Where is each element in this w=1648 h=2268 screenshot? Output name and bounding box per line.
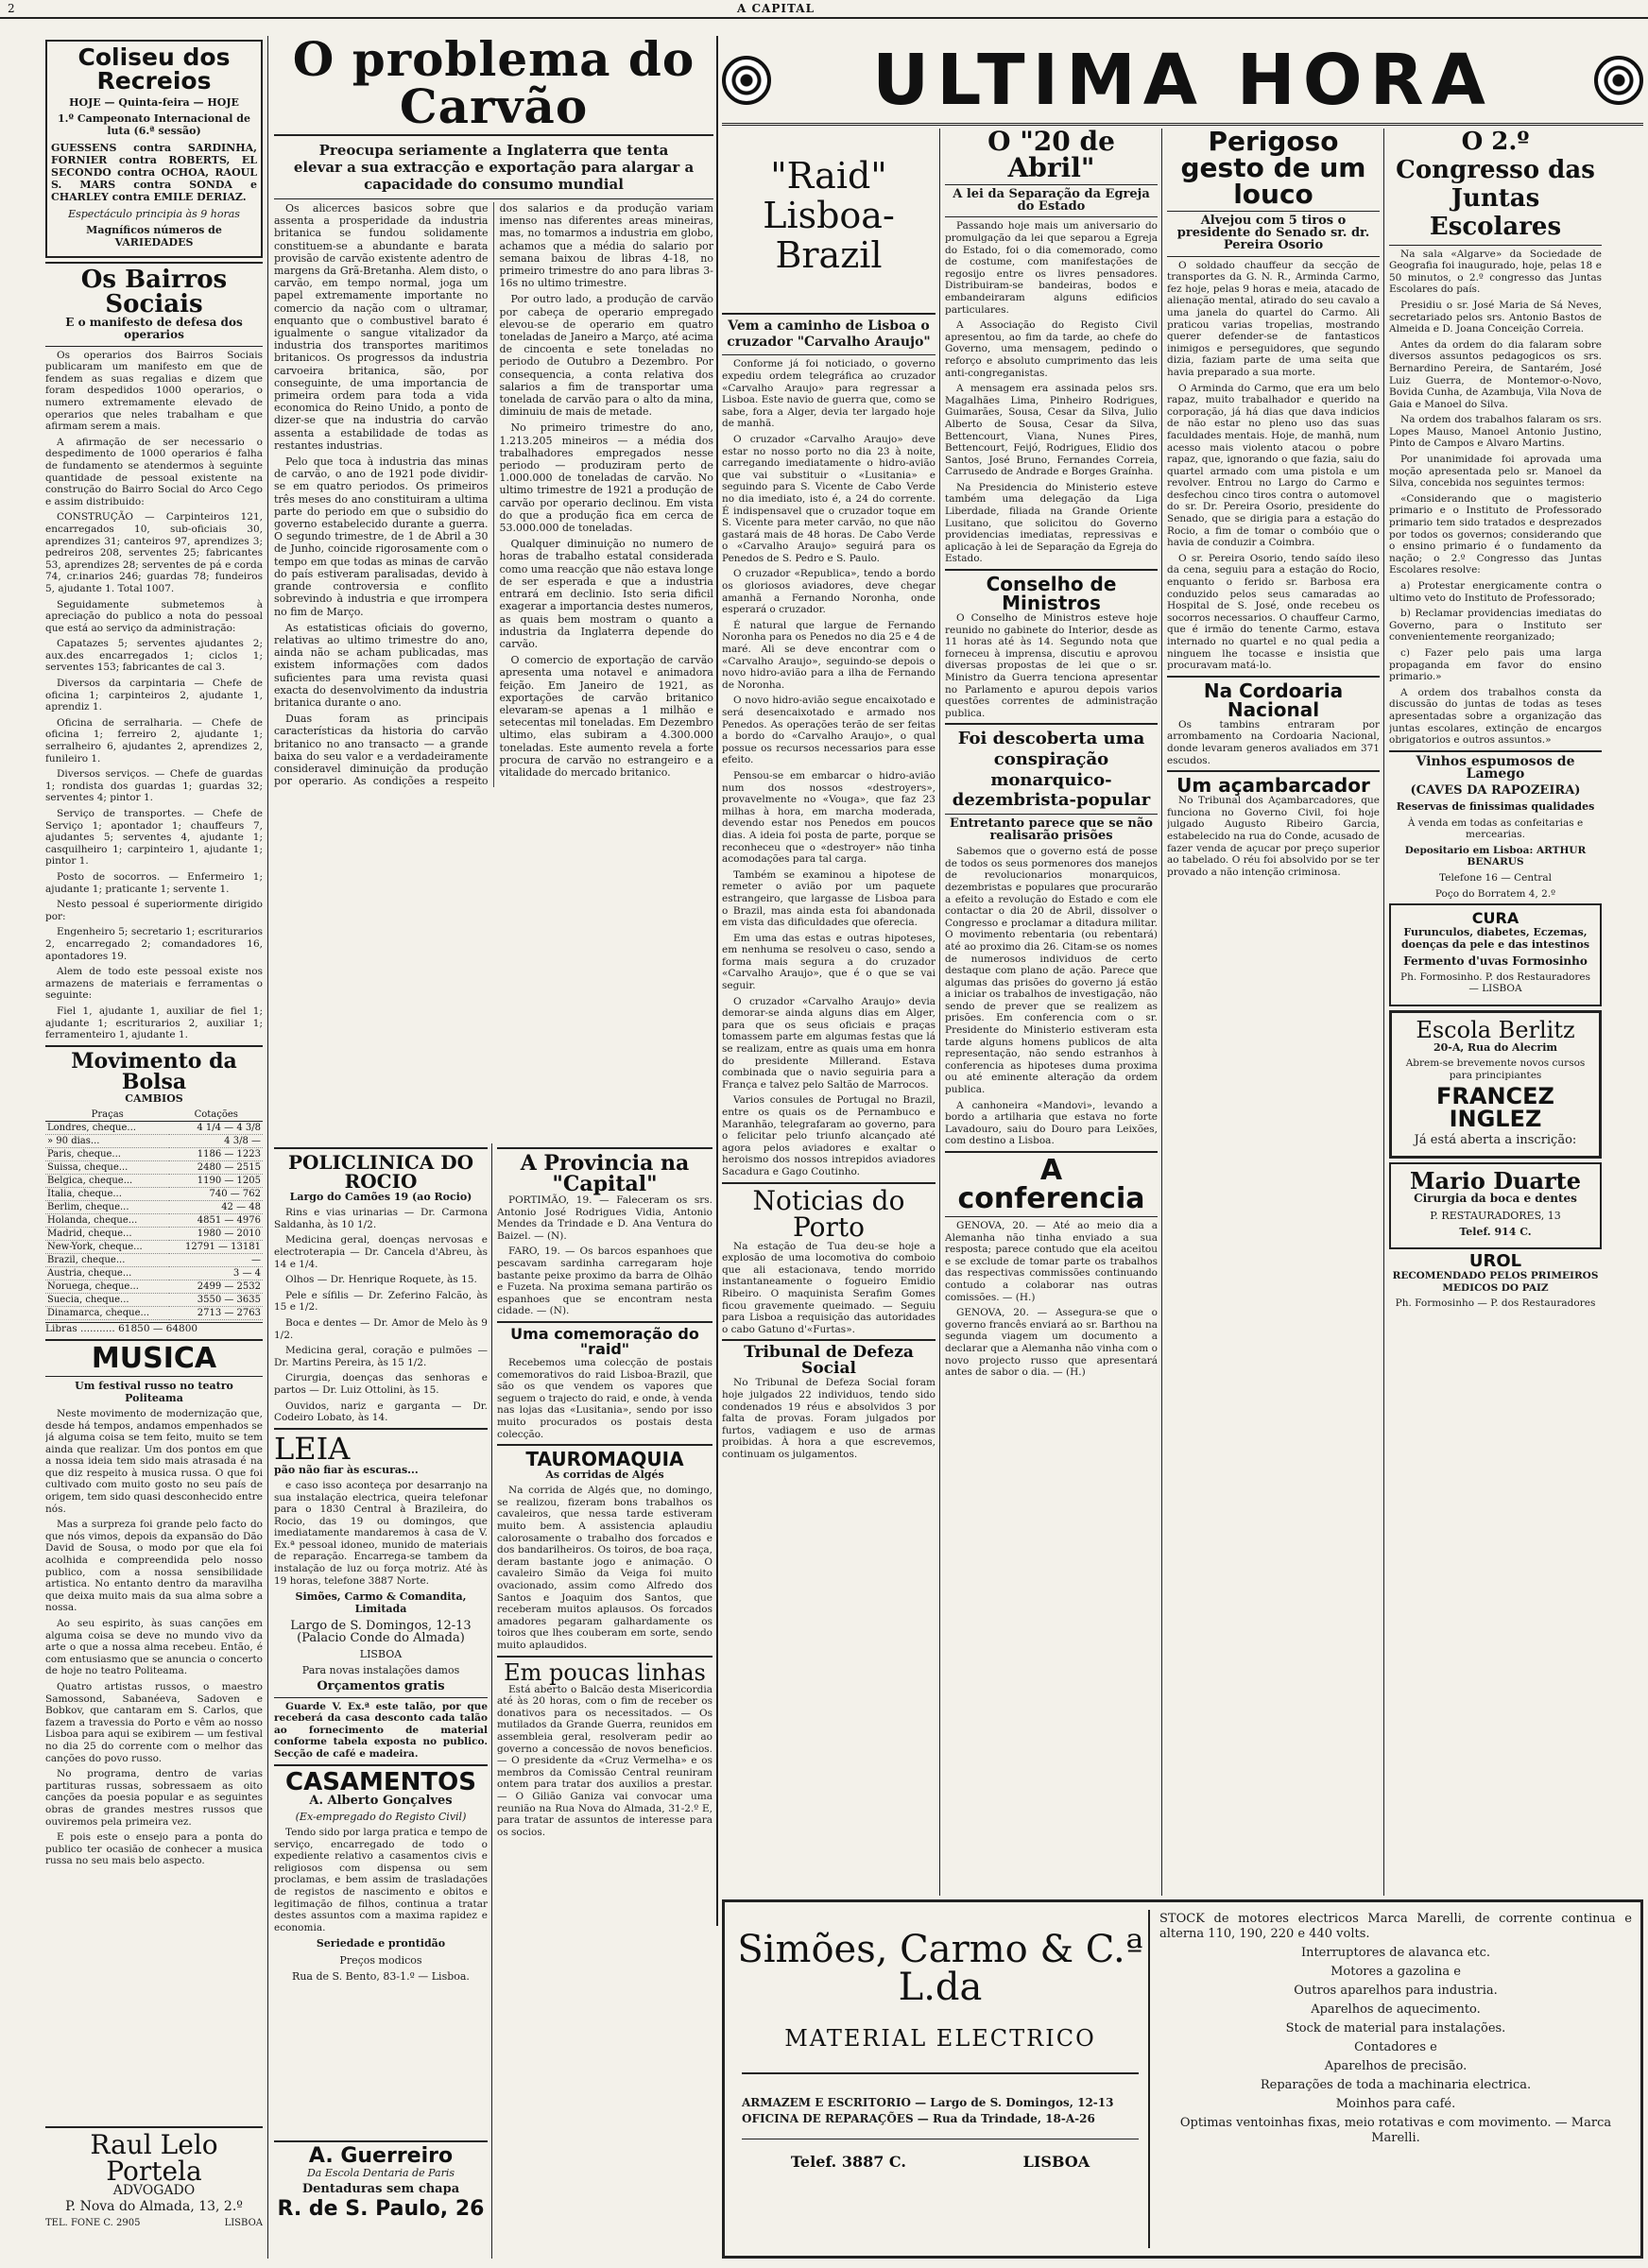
perigoso-title: Perigoso gesto de um louco bbox=[1180, 129, 1366, 210]
raid-p6: Pensou-se em embarcar o hidro-avião num dos nossos «destroyers», provavelmente no «Vouga», que faz 23 milhas à hora, em marcha moderada, devendo estar nos Penedos em poucos dias. A ideia foi posta de parte, porque se reconheceu que o «destroyer» não tinha acomodações para tal carga. bbox=[722, 769, 936, 866]
rates-place: Paris, cheque... bbox=[45, 1147, 169, 1160]
carvao-title: O problema do Carvão bbox=[292, 36, 695, 134]
carvao-p7: Qualquer diminuição no numero de horas de trabalho estatal considerada como uma reacção que não estava longe de ser esperada e que a industria entrará em declinio. Isto seria dificil exagerar a importancia destes numeros, as quais bem mostram o quanto a industria da Inglaterra depende do carvão. bbox=[499, 538, 713, 650]
casamentos-title: CASAMENTOS bbox=[284, 1767, 476, 1796]
rates-place: Noruega, cheque... bbox=[45, 1280, 169, 1293]
raid-article bbox=[722, 129, 936, 1896]
raid-p4: É natural que largue de Fernando Noronha para os Penedos no dia 25 e 4 de maré. Ali se deve encontrar com o «Carvalho Araujo», seguindo-se depois o novo hidro-avião para a ilha de Fernando de Noronha. bbox=[722, 619, 936, 691]
musica-sub: Um festival russo no teatro Politeama bbox=[75, 1379, 233, 1404]
conferencia-p1: GENOVA, 20. — Até ao meio dia a Alemanha não tinha enviado a sua resposta; parece contudo que ela aceitou e se exclude de tomar parte os trabalhos das respectivas commissões continuando contudo a colaborar nas outras comissões. — (H.) bbox=[945, 1220, 1158, 1303]
simoes-a2: OFICINA DE REPARAÇÕES — Rua da Trindade, 18-A-26 bbox=[742, 2112, 1095, 2126]
cura-title: CURA bbox=[1471, 909, 1519, 928]
musica-p1: Neste movimento de modernização que, desde há tempos, andamos empenhados se já alguma coisa se tem feito, muito se tem ainda que realizar. Um dos pontos em que a nossa ideia tem sido mais atrasada é na que diz respeito à musica russa. O que foi cultivado com muito gosto no seu país de origem, tem sido quasi desconhecido entre nós. bbox=[45, 1407, 263, 1515]
berlitz-title: Escola Berlitz bbox=[1416, 1016, 1575, 1043]
vinhos-sub: (CAVES DA RAPOZEIRA) bbox=[1410, 783, 1581, 799]
vinhos-addr: Poço do Borratem 4, 2.º bbox=[1434, 887, 1556, 900]
rates-col-places: Praças bbox=[45, 1108, 169, 1122]
congresso-p5: Por unanimidade foi aprovada uma moção apresentada pelo sr. Manoel da Silva, concebida nos seguintes termos: bbox=[1389, 454, 1602, 490]
coliseu-variedades: Magníficos números de VARIEDADES bbox=[86, 223, 222, 249]
rates-place: Belgica, cheque... bbox=[45, 1174, 169, 1187]
abril-p1: Passando hoje mais um aniversario do promulgação da lei que separou a Egreja do Estado, foi o dia comemorado, como de costume, com manifestações de regosijo entre os livres pensadores. Distribuiram-se bandeiras, bodos e embandeiraram alguns edificios particulares. bbox=[945, 220, 1158, 316]
raid-p8: Em uma das estas e outras hipoteses, em nenhuma se resolveu o caso, sendo a forma mais segura a do cruzador «Carvalho Araujo», que é o que se vai seguir. bbox=[722, 932, 936, 992]
simoes-city: LISBOA bbox=[1022, 2153, 1090, 2172]
rates-quote: 42 — 48 bbox=[169, 1200, 263, 1213]
bairros-subtitle: E o manifesto de defesa dos operarios bbox=[65, 316, 243, 342]
ultima-title: ULTIMA HORA bbox=[872, 40, 1493, 121]
column-1 bbox=[45, 36, 263, 2259]
bairros-p2: A afirmação de ser necessario o despedimento de 1000 operarios é falha de fundamento se atendermos à seguinte quantidade de pessoal existente na construção do Bairro Social do Arco Cego e assim distribuido: bbox=[45, 436, 263, 507]
rates-place: » 90 dias... bbox=[45, 1134, 169, 1147]
provincia-p1: PORTIMÃO, 19. — Faleceram os srs. Antonio José Rodrigues Vidia, Antonio Mendes da Trindade e D. Ana Ventura do Baizel. — (N). bbox=[497, 1194, 712, 1242]
casamentos-footer: Seriedade e prontidão bbox=[316, 1937, 446, 1950]
tribunal-title: Tribunal de Defeza Social bbox=[744, 1343, 914, 1379]
congresso-p4: Na ordem dos trabalhos falaram os srs. Lopes Mauso, Manoel Antonio Justino, Pinto de Campos e Alvaro Martins. bbox=[1389, 414, 1602, 450]
conferencia-p2: GENOVA, 20. — Assegura-se que o governo francês enviará ao sr. Barthou na segunda viagem um documento a declarar que a Alemanha não vinha com o novo projecto russo que apresentará antes de sabor o dia. — (H.) bbox=[945, 1307, 1158, 1379]
carvao-body bbox=[274, 202, 713, 787]
portela-ad bbox=[45, 2126, 263, 2260]
portela-addr: P. Nova do Almada, 13, 2.º bbox=[65, 2199, 243, 2215]
casamentos-body: Tendo sido por larga pratica e tempo de serviço, encarregado de todo o expediente relativo a casamentos civis e religiosos com dispensa ou sem proclamas, e bem assim de trasladações de registos de nascimento e obitos e legitimação de filhos, continua a tratar destes assuntos com a maxima rapidez e economia. bbox=[274, 1827, 488, 1933]
column-6 bbox=[1167, 129, 1380, 1896]
coliseu-bouts: GUESSENS contra SARDINHA, FORNIER contra ROBERTS, EL SECONDO contra OCHOA, RAOUL S. MARS contra SONDA e CHARLEY contra EMILE DERIAZ. bbox=[51, 141, 257, 204]
duarte-ad bbox=[1389, 1162, 1602, 1249]
carvao-p2: Pelo que toca à industria das minas de carvão, o ano de 1921 pode dividir-se em quatro periodos. Os primeiros três meses do ano constituiram a ultima parte do periodo em que o subsidio do governo estabelecido durante a guerra. O segundo trimestre, de 1 de Abril a 30 de Junho, coincide rigorosamente com o tempo em que todas as minas de carvão do país estiveram paralisadas, devido à grande controversia e conflito sobrevindo à industria e que irrompera no fim de Março. bbox=[274, 455, 489, 618]
simoes-sub: MATERIAL ELECTRICO bbox=[784, 2025, 1096, 2052]
musica-p6: E pois este o ensejo para a ponta do publico ter ocasião de conhecer a musica russa no seu mais belo aspecto. bbox=[45, 1831, 263, 1867]
portela-tel: TEL. FONE C. 2905 bbox=[45, 2218, 141, 2229]
rates-place: Madrid, cheque... bbox=[45, 1227, 169, 1240]
urol-addr: Ph. Formosinho — P. dos Restauradores bbox=[1395, 1297, 1596, 1310]
guerreiro-ad bbox=[274, 2140, 488, 2260]
rates-row bbox=[45, 1213, 263, 1227]
vinhos-title: Vinhos espumosos de Lamego bbox=[1416, 753, 1575, 782]
rates-place: Austria, cheque... bbox=[45, 1266, 169, 1280]
provincia-p2: FARO, 19. — Os barcos espanhoes que pescavam sardinha carregaram hoje bastante peixe proximo da barra de Olhão e Fuzeta. Na proxima semana partirão os espanhoes que se encontram nesta cidade. — (N). bbox=[497, 1246, 712, 1317]
portela-role: ADVOGADO bbox=[112, 2183, 196, 2198]
rates-quote: — bbox=[169, 1253, 263, 1266]
congresso-p1: Na sala «Algarve» da Sociedade de Geografia foi inaugurado, hoje, pelas 18 e 50 minutos, o 2.º congresso das Juntas Escolares do país. bbox=[1389, 248, 1602, 296]
rates-col-quotes: Cotações bbox=[169, 1108, 263, 1122]
perigoso-p2: O Arminda do Carmo, que era um belo rapaz, muito trabalhador e querido na corporação, já há dias que dava indicios de não estar no pleno uso das suas faculdades mentais. Hoje, de manhã, num acesso mais violento atacou o pobre rapaz, que, ignorando o que fazia, saiu do quartel armado com uma pistola e um revolver. Entrou no Largo do Carmo e desfechou cinco tiros contra o automovel do sr. Dr. Pereira Osorio, presidente do Senado, que se dirigia para a estação do Rocio, a fim de tomar o combóio que o havia de conduzir a Coimbra. bbox=[1167, 382, 1380, 549]
rates-quote: 4 1/4 — 4 3/8 bbox=[169, 1121, 263, 1134]
conselho-body: O Conselho de Ministros esteve hoje reunido no gabinete do Interior, desde as 11 horas até às 14. Segundo nota que forneceu à imprensa, discutiu e aprovou diversas propostas de lei que o sr. Ministro da Guerra tenciona apresentar no Parlamento e apurou depois varios questões correntes de administração publica. bbox=[945, 612, 1158, 719]
cura-product: Fermento d'uvas Formosinho bbox=[1403, 954, 1588, 968]
carvao-p4: Duas foram as principais características da historia do carvão britanico no ano transacto — a grande baixa do seu valor e a verdadeiramente consideravel diminuição da produção por operario. As condições a respeito dos salarios e da produção variam imenso nas diferentes areas mineiras, mas, no tomarmos a industria em globo, achamos que a média do salario por semana baixou de libras 4-18, no primeiro trimestre do ano para libras 3-16s no ultimo trimestre. bbox=[274, 202, 713, 788]
musica-title: MUSICA bbox=[91, 1341, 217, 1375]
perigoso-p1: O soldado chauffeur da secção de transportes da G. N. R., Arminda Carmo, fez hoje, pelas 9 horas e meia, atacado de alienação mental, atirado do seu cavalo a uma janela do quartel do Carmo. Ali praticou varias tropelias, mostrando querer defender-se de fantasticos inimigos e perseguidores, que segundo dizia, faziam parte de uma seita que havia preparado a sua morte. bbox=[1167, 259, 1380, 378]
rates-quote: 1186 — 1223 bbox=[169, 1147, 263, 1160]
leia-body: e caso isso aconteça por desarranjo na sua instalação electrica, queira telefonar para o 1830 Central à Brazileira, do Rocio, das 19 ou domingos, que imediatamente mandaremos à casa de V. Ex.ª pessoal idoneo, munido de materiais de reparação. Encarrega-se tambem da instalação de luz ou força motriz. Até às 19 horas, telefone 3887 Norte. bbox=[274, 1479, 488, 1587]
rates-quote: 2499 — 2532 bbox=[169, 1280, 263, 1293]
congresso-p6: «Considerando que o magisterio primario e o Instituto de Professorado primario tem sido tratados e desprezados por todos os governos; considerando que o ensino primario é o fundamento da nação; o 2.º Congresso das Juntas Escolares resolve: bbox=[1389, 492, 1602, 576]
guerreiro-sub: Da Escola Dentaria de Paris bbox=[306, 2167, 455, 2179]
casamentos-name: A. Alberto Gonçalves bbox=[309, 1793, 453, 1808]
bairros-p7: Oficina de serralharia. — Chefe de oficina 1; ferreiro 2, ajudante 1; serralheiro 6, ajudantes 2, aprendizes 2, funileiro 1. bbox=[45, 716, 263, 765]
porto-body: Na estação de Tua deu-se hoje a explosão de uma locomotiva do comboio que ali estacionava, tendo morrido instantaneamente o fogueiro Emidio Ribeiro. O maquinista Serafim Gomes ficou gravemente queimado. — Seguiu para Lisboa a requisição das autoridades o cabo Gatuno d'«Furtas». bbox=[722, 1240, 936, 1335]
rates-place: Italia, cheque... bbox=[45, 1187, 169, 1200]
leia-note: Para novas instalações damos bbox=[301, 1664, 460, 1677]
vinhos-dep: Depositario em Lisboa: ARTHUR BENARUS bbox=[1404, 844, 1587, 868]
rates-row bbox=[45, 1200, 263, 1213]
carvao-article bbox=[274, 36, 713, 1132]
comemoracao-body: Recebemos uma colecção de postais comemorativos do raid Lisboa-Brazil, que são os que vendem os vapores que seguem o trajecto do raid, e onde, à venda nas lojas das «Lusitania», sendo por isso muito procurados os postais desta colecção. bbox=[497, 1356, 712, 1440]
guarde-text: Guarde V. Ex.ª este talão, por que receberá da casa desconto cada talão ao fornecimento de material conforme tabela exposta no publico. Secção de café e madeira. bbox=[274, 1700, 488, 1761]
ornament-icon bbox=[1594, 56, 1643, 105]
rates-quote: 4 3/8 — bbox=[169, 1134, 263, 1147]
simoes-item: Contadores e bbox=[1354, 2040, 1437, 2054]
guerreiro-addr: R. de S. Paulo, 26 bbox=[277, 2197, 485, 2222]
raid-p3: O cruzador «Republica», tendo a bordo os gloriosos aviadores, deve chegar amanhã a Fernando Noronha, onde esperará o cruzador. bbox=[722, 568, 936, 616]
simoes-item: Moinhos para café. bbox=[1335, 2097, 1456, 2111]
musica-p2: Mas a surpreza foi grande pelo facto do que nós vimos, depois da expansão do Dão David de Sousa, o modo por que ela foi acolhida e compreendida pelo nosso publico, com a nossa sensibilidade artistica. No entanto dentro da maravilha que deixa muito mais da sua alma sobre a nossa. bbox=[45, 1519, 263, 1614]
policlinica-line: Rins e vias urinarias — Dr. Carmona Saldanha, às 10 1/2. bbox=[274, 1207, 488, 1230]
cura-body: Furunculos, diabetes, Eczemas, doenças da pele e das intestinos bbox=[1400, 926, 1590, 952]
rates-row bbox=[45, 1227, 263, 1240]
bairros-p6: Diversos da carpintaria — Chefe de oficina 1; carpinteiros 2, ajudante 1, aprendiz 1. bbox=[45, 678, 263, 713]
rates-row bbox=[45, 1160, 263, 1174]
policlinica-line: Boca e dentes — Dr. Amor de Melo às 9 1/2. bbox=[274, 1316, 488, 1341]
paper-title: A CAPITAL bbox=[737, 2, 815, 15]
rates-place: Suissa, cheque... bbox=[45, 1160, 169, 1174]
page-header bbox=[0, 0, 1648, 17]
coliseu-time: Espectáculo principia às 9 horas bbox=[68, 207, 240, 220]
abril-title: O "20 de Abril" bbox=[987, 129, 1115, 183]
mandovi-body: A canhoneira «Mandovi», levando a bordo a artilharia que estava no forte Lavadouro, saiu do Douro para Leixões, com destino a Lisboa. bbox=[945, 1099, 1158, 1147]
rates-quote: 1980 — 2010 bbox=[169, 1227, 263, 1240]
conspiracao-body: Sabemos que o governo está de posse de todos os seus pormenores dos manejos de revolucionarios monarquicos, dezembristas e populares que procurarão a efeito a revolução do Estado e com ele contactar o dia 20 de Abril, dissolver o Congresso e proclamar a ditadura militar. O movimento rebentaria (ou rebentará) até ao proximo dia 26. Citam-se os nomes de numerosos individuos de certo destaque com plano de ação. Parece que algumas das prisões do governo já estão a iniciar os trabalhos de investigação, não sendo de prever que se realizem as prisões. Em conferencia com o sr. Presidente do Ministerio estiveram esta tarde alguns homens publicos de alta representação, não sendo estranhos à conferencia as hipoteses duma proxima ou até eminente alteração da ordem publica. bbox=[945, 846, 1158, 1096]
casamentos-addr: Rua de S. Bento, 83-1.º — Lisboa. bbox=[292, 1969, 470, 1983]
berlitz-addr: 20-A, Rua do Alecrim bbox=[1433, 1040, 1558, 1054]
policlinica-line: Pele e sífilis — Dr. Zeferino Falcão, às 15 e 1/2. bbox=[274, 1289, 488, 1314]
rates-row bbox=[45, 1266, 263, 1280]
provincia-title: A Provincia na "Capital" bbox=[520, 1151, 690, 1196]
berlitz-l2: FRANCEZ bbox=[1436, 1083, 1554, 1110]
conspiracao-sub: Entretanto parece que se não realisarão prisões bbox=[950, 816, 1153, 843]
portela-city: LISBOA bbox=[224, 2218, 263, 2229]
leia-city: LISBOA bbox=[359, 1648, 403, 1661]
leia-orc: Orçamentos gratis bbox=[317, 1679, 445, 1694]
rates-place: Dinamarca, cheque... bbox=[45, 1306, 169, 1319]
tauromaquia-sub: As corridas de Algés bbox=[545, 1469, 664, 1482]
berlitz-l1: Abrem-se brevemente novos cursos para principiantes bbox=[1405, 1057, 1586, 1081]
rates-place: Brazil, cheque... bbox=[45, 1253, 169, 1266]
coliseu-ad bbox=[45, 40, 263, 258]
carvao-p8: O comercio de exportação de carvão apresenta uma notavel e animadora feição. Em Janeiro de 1921, as exportações de carvão britanico elevaram-se apenas a 1 milhão e setecentas mil toneladas. Em Dezembro ultimo, elas subiram a 4.300.000 toneladas. Este aumento revela a forte procura de carvão no estrangeiro e a vitalidade do mercado britanico. bbox=[499, 654, 713, 779]
carvao-p1: Os alicerces basicos sobre que assenta a prosperidade da industria britanica se fundou solidamente constituem-se a abundante e barata provisão de carvão existente adentro de margens da Grã-Bretanha. Alem disto, o carvão, em tempo normal, joga um papel extremamente importante no comercio da nação com o ultramar, enquanto que o combustivel barato é igualmente o sangue vitalizador da industria dos transportes maritimos britanicos. Os progressos da industria carvoeira britanica, são, por conseguinte, de uma importancia de primeira ordem para toda a vida economica do Reino Unido, a ponto de dizer-se que na industria do carvão assenta a estabilidade de todas as restantes industrias. bbox=[274, 202, 489, 452]
raid-p10: Varios consules de Portugal no Brazil, entre os quais os de Pernambuco e Maranhão, telegrafaram ao governo, para o felicitar pelo triunfo alcançado até agora pelos aviadores e exaltar o heroismo dos nossos intrepidos aviadores Sacadura e Gago Coutinho. bbox=[722, 1094, 936, 1177]
bairros-p3: CONSTRUÇÃO — Carpinteiros 121, encarregados 10, sub-oficiais 30, aprendizes 31; canteiros 97, aprendizes 3; pedreiros 208, serventes 25; fabricantes 53, aprendizes 28; serventes de pá e corda 74, cr.inarios 246; guardas 78; fundeiros 5, ajudante 1. Total 1007. bbox=[45, 511, 263, 594]
duarte-tel: Telef. 914 C. bbox=[1459, 1225, 1532, 1238]
raid-p2: O cruzador «Carvalho Araujo» deve estar no nosso porto no dia 23 à noite, carregando imediatamente o hidro-avião que vai substituir o «Lusitania» e seguindo para S. Vicente de Cabo Verde no dia imediato, isto é, a 24 do corrente. É indispensavel que o cruzador toque em S. Vicente para meter carvão, no que não gastará mais de 48 horas. De Cabo Verde o «Carvalho Araujo» seguirá para os Penedos de S. Pedro e S. Paulo. bbox=[722, 433, 936, 564]
conferencia-title: A conferencia bbox=[957, 1154, 1145, 1215]
congresso-p10: A ordem dos trabalhos consta da discussão do juntas de todas as teses apresentadas sobre a organização das juntas escolares, extinção de encargos obrigatorios e outros assuntos.» bbox=[1389, 686, 1602, 747]
raid-p5: O novo hidro-avião segue encaixotado e será desencaixotado e armado nos Penedos. As operações terão de ser feitas a bordo do «Carvalho Araujo», o qual possue os recursos necessarios para esse efeito. bbox=[722, 695, 936, 766]
raid-p7: Também se examinou a hipotese de remeter o avião por um paquete estrangeiro, que largasse de Lisboa para o Brazil, mas ainda esta foi abandonada em vista das dificuldades que oferecia. bbox=[722, 868, 936, 929]
casamentos-sub: (Ex-empregado do Registo Civil) bbox=[295, 1810, 467, 1823]
header-rule bbox=[0, 17, 1648, 19]
rates-libras: Libras ........... 61850 — 64800 bbox=[45, 1322, 263, 1335]
policlinica-line: Medicina geral, coração e pulmões — Dr. Martins Pereira, às 15 1/2. bbox=[274, 1345, 488, 1368]
policlinica-line: Medicina geral, doenças nervosas e electroterapia — Dr. Cancela d'Abreu, às 14 e 1/4. bbox=[274, 1234, 488, 1270]
guerreiro-title: A. Guerreiro bbox=[308, 2144, 454, 2168]
simoes-item: Aparelhos de aquecimento. bbox=[1311, 2002, 1481, 2017]
simoes-item: Stock de material para instalações. bbox=[1285, 2021, 1506, 2036]
acambarcador-body: No Tribunal dos Açambarcadores, que funciona no Governo Civil, foi hoje julgado Augusto Ribeiro Garcia, estabelecido na rua do Conde, acusado de fazer venda de açucar por preço superior ao tabelado. O réu foi absolvido por se ter provado a não intenção criminosa. bbox=[1167, 795, 1380, 878]
coliseu-date: HOJE — Quinta-feira — HOJE bbox=[69, 96, 239, 109]
bairros-title: Os Bairros Sociais bbox=[80, 266, 228, 319]
rates-quote: 3550 — 3635 bbox=[169, 1293, 263, 1306]
policlinica-line: Olhos — Dr. Henrique Roquete, às 15. bbox=[285, 1274, 477, 1286]
poucas-title: Em poucas linhas bbox=[504, 1658, 706, 1686]
simoes-tel: Telef. 3887 C. bbox=[790, 2153, 906, 2172]
bairros-p12: Engenheiro 5; secretario 1; escriturarios 2, encarregado 2; comandadores 16, apontadores 19. bbox=[45, 926, 263, 962]
porto-title: Noticias do Porto bbox=[752, 1184, 905, 1243]
abril-sub: A lei da Separação da Egreja do Estado bbox=[953, 187, 1150, 215]
rates-row bbox=[45, 1147, 263, 1160]
bairros-p9: Serviço de transportes. — Chefe de Serviço 1; apontador 1; chauffeurs 7, ajudantes 5; serventes 4, ajudante 1; casquilheiro 1; carpinteiro 1, ajudante 1; pintor 1. bbox=[45, 808, 263, 868]
urol-title: UROL bbox=[1468, 1251, 1522, 1272]
vinhos-tag: Reservas de finissimas qualidades bbox=[1396, 800, 1595, 814]
rates-place: Holanda, cheque... bbox=[45, 1213, 169, 1227]
cordoaria-body: Os tambins entraram por arrombamento na Cordoaria Nacional, donde levaram generos avaliados em 371 escudos. bbox=[1167, 718, 1380, 766]
simoes-item: Outros aparelhos para industria. bbox=[1294, 1984, 1498, 1998]
urol-sub: RECOMENDADO PELOS PRIMEIROS MEDICOS DO PAIZ bbox=[1392, 1270, 1599, 1294]
policlinica-line: Cirurgia, doenças das senhoras e partos — Dr. Luiz Ottolini, às 15. bbox=[274, 1372, 488, 1396]
simoes-item: Optimas ventoinhas fixas, meio rotativas e com movimento. — Marca Marelli. bbox=[1179, 2116, 1612, 2145]
congresso-p3: Antes da ordem do dia falaram sobre diversos assuntos pedagogicos os srs. Bernardino Pereira, de Santarém, José Luiz Guerra, de Montemor-o-Novo, Bovida Cunha, de Azambuja, Vila Nova de Gaia e Manoel do Silva. bbox=[1389, 338, 1602, 410]
bairros-p11: Nesto pessoal é superiormente dirigido por: bbox=[45, 899, 263, 922]
abril-p2: A Associação do Registo Civil apresentou, ao fim da tarde, ao chefe do Governo, uma mensagem, pedindo o reforço e absoluto cumprimento das leis anti-congreganistas. bbox=[945, 319, 1158, 379]
simoes-item: Motores a gazolina e bbox=[1330, 1965, 1461, 1979]
bairros-p8: Diversos serviços. — Chefe de guardas 1; rondista dos guardas 1; guardas 32; serventes 4; pintor 1. bbox=[45, 768, 263, 804]
rates-quote: 740 — 762 bbox=[169, 1187, 263, 1200]
vinhos-sale: À venda em todas as confeitarias e mercearias. bbox=[1407, 816, 1584, 841]
column-5 bbox=[945, 129, 1158, 1896]
raid-title: "Raid" Lisboa-Brazil bbox=[763, 155, 895, 276]
bairros-p10: Posto de socorros. — Enfermeiro 1; ajudante 1; praticante 1; servente 1. bbox=[45, 870, 263, 895]
simoes-title: Simões, Carmo & C.ª L.da bbox=[737, 1928, 1143, 2009]
raid-p1: Conforme já foi noticiado, o governo expediu ordem telegráfica ao cruzador «Carvalho Araujo» para regressar a Lisboa. Este navio de guerra que, como se sabe, fora a Alger, devia ter largado hoje de manhã. bbox=[722, 358, 936, 430]
raid-sub: Vem a caminho de Lisboa o cruzador "Carvalho Araujo" bbox=[727, 318, 931, 351]
coliseu-title: Coliseu dos Recreios bbox=[77, 43, 231, 94]
simoes-item: Interruptores de alavanca etc. bbox=[1300, 1946, 1491, 1960]
leia-sub: pão não fiar às escuras... bbox=[274, 1463, 419, 1476]
rates-place: Berlim, cheque... bbox=[45, 1200, 169, 1213]
page-number: 2 bbox=[8, 2, 15, 15]
column-rule bbox=[267, 36, 268, 2259]
column-rule bbox=[1161, 129, 1162, 1896]
rates-quote: 2480 — 2515 bbox=[169, 1160, 263, 1174]
rates-quote: 3 — 4 bbox=[169, 1266, 263, 1280]
abril-p4: Na Presidencia do Ministerio esteve também uma delegação da Liga Liberdade, filiada na Grande Oriente Lusitano, que solicitou do Governo providencias imediatas, repressivas e aplicação à lei de Separação da Egreja do Estado. bbox=[945, 481, 1158, 565]
musica-p5: No programa, dentro de varias partituras russas, sobressaem as oito canções da poesia popular e as seguintes obras de grandes mestres russos que ouviremos pela primeira vez. bbox=[45, 1768, 263, 1828]
rates-quote: 4851 — 4976 bbox=[169, 1213, 263, 1227]
leia-title: LEIA bbox=[274, 1430, 351, 1467]
conselho-title: Conselho de Ministros bbox=[986, 573, 1117, 615]
simoes-a1: ARMAZEM E ESCRITORIO — Largo de S. Domingos, 12-13 bbox=[742, 2096, 1114, 2109]
leia-addr: Largo de S. Domingos, 12-13 (Palacio Conde do Almada) bbox=[290, 1618, 472, 1645]
cordoaria-title: Na Cordoaria Nacional bbox=[1203, 679, 1344, 721]
comemoracao-title: Uma comemoração do "raid" bbox=[510, 1324, 699, 1358]
cura-ad bbox=[1389, 903, 1602, 1006]
acambarcador-title: Um açambarcador bbox=[1176, 774, 1370, 798]
bolsa-subtitle: CAMBIOS bbox=[125, 1091, 183, 1105]
vinhos-tel: Telefone 16 — Central bbox=[1439, 871, 1552, 884]
tauromaquia-title: TAUROMAQUIA bbox=[525, 1448, 684, 1471]
congresso-title: O 2.º Congresso das Juntas Escolares bbox=[1396, 129, 1595, 241]
congresso-p9: c) Fazer pelo pais uma larga propaganda em favor do ensino primario.» bbox=[1389, 646, 1602, 683]
simoes-stock: STOCK de motores electricos Marca Marelli, de corrente continua e alterna 110, 190, 220 e 440 volts. bbox=[1159, 1912, 1632, 1941]
casamentos-price: Preços modicos bbox=[339, 1953, 422, 1967]
ultima-hora-banner bbox=[722, 38, 1643, 126]
berlitz-l3: INGLEZ bbox=[1449, 1106, 1542, 1133]
duarte-title: Mario Duarte bbox=[1409, 1167, 1582, 1195]
rates-row bbox=[45, 1280, 263, 1293]
bairros-p13: Alem de todo este pessoal existe nos armazens de materiais e ferramentas o seguinte: bbox=[45, 966, 263, 1002]
policlinica-line: Ouvidos, nariz e garganta — Dr. Codeiro Lobato, às 14. bbox=[274, 1400, 488, 1424]
tribunal-body: No Tribunal de Defeza Social foram hoje julgados 22 individuos, tendo sido condenados 19 réus e absolvidos 3 por falta de provas. Foram julgados por furtos, vadiagem e uso de armas proibidas. À hora a que escrevemos, continuam os julgamentos. bbox=[722, 1377, 936, 1460]
rates-quote: 1190 — 1205 bbox=[169, 1174, 263, 1187]
coliseu-event: 1.º Campeonato Internacional de luta (6.ª sessão) bbox=[58, 112, 250, 138]
rates-place: Londres, cheque... bbox=[45, 1121, 169, 1134]
poucas-body: Está aberto o Balcão desta Misericordia até às 20 horas, com o fim de receber os donativos para os necessitados. — Os mutilados da Grande Guerra, reunidos em assembleia geral, resolveram pedir ao governo a concessão de novos beneficios. — O presidente da «Cruz Vermelha» e os membros da Comissão Central reuniram ontem para tratar dos auxilios a prestar. — O Gilião Ganiza vai convocar uma reunião na Rua Nova do Almada, 31-2.º E, para tratar de assuntos de interesse para os socios. bbox=[497, 1683, 712, 1838]
congresso-p2: Presidiu o sr. José Maria de Sá Neves, secretariado pelos srs. Antonio Bastos de Almeida e D. Joana Conceição Correia. bbox=[1389, 299, 1602, 335]
simoes-item: Reparações de toda a machinaria electrica. bbox=[1260, 2078, 1532, 2092]
rates-row bbox=[45, 1174, 263, 1187]
column-rule bbox=[491, 1143, 492, 2259]
rates-place: Suecia, cheque... bbox=[45, 1293, 169, 1306]
perigoso-sub: Alvejou com 5 tiros o presidente do Senado sr. dr. Pereira Osorio bbox=[1176, 214, 1370, 253]
rates-row bbox=[45, 1293, 263, 1306]
carvao-p3: As estatisticas oficiais do governo, relativas ao ultimo trimestre do ano, ainda não se acham publicadas, mas existem informações com dados suficientes para uma revista quasi exacta do desenvolvimento da industria britanica durante o ano. bbox=[274, 621, 489, 709]
carvao-lede: Preocupa seriamente a Inglaterra que tenta elevar a sua extracção e exportação para alargar a capacidade do consumo mundial bbox=[293, 142, 695, 193]
musica-p4: Quatro artistas russos, o maestro Samossond, Sabanéeva, Sadoven e Bobkov, que cantaram em S. Carlos, que fazem a travessia do Porto e vêm ao nosso Lisboa para aqui se exibirem — um festival no dia 25 do corrente com o melhor das canções do povo russo. bbox=[45, 1680, 263, 1764]
rates-row bbox=[45, 1253, 263, 1266]
berlitz-l4: Já está aberta a inscrição: bbox=[1414, 1133, 1577, 1148]
rates-quote: 2713 — 2763 bbox=[169, 1306, 263, 1319]
portela-name: Raul Lelo Portela bbox=[90, 2129, 218, 2187]
bairros-p5: Capatazes 5; serventes ajudantes 2; aux.des encarregados 1; ciclos 1; serventes 153; fabricantes de cal 3. bbox=[45, 638, 263, 674]
berlitz-ad bbox=[1389, 1010, 1602, 1160]
bolsa-title: Movimento da Bolsa bbox=[71, 1048, 237, 1094]
congresso-p7: a) Protestar energicamente contra o ultimo veto do Instituto de Professorado; bbox=[1389, 580, 1602, 604]
congresso-p8: b) Reclamar providencias imediatas do Governo, para o Instituto ser convenientemente reorganizado; bbox=[1389, 608, 1602, 644]
ornament-icon bbox=[722, 56, 771, 105]
duarte-addr: P. RESTAURADORES, 13 bbox=[1430, 1209, 1561, 1222]
abril-p3: A mensagem era assinada pelos srs. Magalhães Lima, Pinheiro Rodrigues, Guimarães, Sousa, Cesar da Silva, Julio Alberto de Sousa, Cesar da Silva, Bettencourt, Viana, Nunes Pires, Bettencourt, Feijó, Rodrigues, Elidio dos Santos, José Bruno, Fernandes Correia, Carrusedo de Andrade e Borges Graínha. bbox=[945, 383, 1158, 478]
rates-table bbox=[45, 1108, 263, 1320]
leia-firm: Simões, Carmo & Comandita, Limitada bbox=[295, 1590, 467, 1616]
rates-row bbox=[45, 1306, 263, 1319]
rates-row bbox=[45, 1134, 263, 1147]
column-2-lower bbox=[274, 1143, 488, 2259]
simoes-ad bbox=[722, 1899, 1643, 2259]
conspiracao-title: Foi descoberta uma conspiração monarquico-dezembrista-popular bbox=[952, 729, 1151, 811]
bairros-p4: Seguidamente submetemos à apreciação do publico a nota do pessoal que está ao serviço da administração: bbox=[45, 598, 263, 634]
bairros-p14: Fiel 1, ajudante 1, auxiliar de fiel 1; ajudante 1; escriturarios 2, auxiliar 1; ferramenteiro 1, ajudante 1. bbox=[45, 1005, 263, 1041]
column-rule bbox=[1383, 129, 1384, 1896]
guerreiro-desc: Dentaduras sem chapa bbox=[301, 2182, 460, 2197]
policlinica-title: POLICLINICA DO ROCIO bbox=[287, 1151, 473, 1193]
rates-row bbox=[45, 1187, 263, 1200]
duarte-sub: Cirurgia da boca e dentes bbox=[1414, 1192, 1577, 1206]
column-rule bbox=[716, 36, 718, 1926]
perigoso-p3: O sr. Pereira Osorio, tendo saído ileso da cena, seguiu para a estação do Rocio, enquanto o ferido sr. Barbosa era conduzido pelos seus camaradas ao Hospital de S. José, onde recebeu os socorros necessarios. O chauffeur Carmo, que é irmão do tenente Carmo, estava internado no quartel e no qual pedia a ninguem lhe tocasse e insistia que procuravam matá-lo. bbox=[1167, 552, 1380, 672]
simoes-item: Aparelhos de precisão. bbox=[1324, 2059, 1468, 2073]
tauromaquia-body: Na corrida de Algés que, no domingo, se realizou, fizeram bons trabalhos os cavaleiros, que nessa tarde estiveram muito bem. A assistencia aplaudiu calorosamente o trabalho dos forcados e dos bandarilheiros. Os toiros, de boa raça, deram bastante jogo e animação. O cavaleiro Simão da Veiga foi muito ovacionado, assim como Alfredo dos Santos e Joaquim dos Santos, que receberam muitos aplausos. Os forcados amadores pegaram galhardamente os toiros que lhes couberam em sorte, sendo muito aplaudidos. bbox=[497, 1485, 712, 1652]
carvao-p6: No primeiro trimestre do ano, 1.213.205 mineiros — a média dos trabalhadores empregados nesse periodo — produziram perto de 1.000.000 de toneladas de carvão. No ultimo trimestre de 1921 a produção de carvão por operario declinou. Em vista do que a produção fica em cerca de 53.000.000 de toneladas. bbox=[499, 421, 713, 535]
policlinica-addr: Largo do Camões 19 (ao Rocio) bbox=[289, 1191, 472, 1203]
rates-quote: 12791 — 13181 bbox=[169, 1240, 263, 1253]
column-7 bbox=[1389, 129, 1602, 1896]
musica-p3: Ao seu espirito, às suas canções em alguma coisa se deve no mundo vivo da arte o que a nossa alma recebeu. Então, é com entusiasmo que se anuncia o concerto de hoje no teatro Politeama. bbox=[45, 1618, 263, 1677]
cura-addr: Ph. Formosinho. P. dos Restauradores — LISBOA bbox=[1400, 971, 1590, 995]
column-rule bbox=[939, 129, 940, 1896]
bairros-p1: Os operarios dos Bairros Sociais publicaram um manifesto em que de fendem as suas regalias e dizem que foram despedidos 1000 operarios, o numero extremamente elevado de operarios que neles trabalham e que afirmam serem a mais. bbox=[45, 349, 263, 433]
rates-row bbox=[45, 1240, 263, 1253]
rates-place: New-York, cheque... bbox=[45, 1240, 169, 1253]
column-3-lower bbox=[497, 1143, 712, 2192]
rates-row bbox=[45, 1121, 263, 1134]
carvao-p5: Por outro lado, a produção de carvão por cabeça de operario empregado elevou-se de operario em quatro toneladas de Janeiro a Março, até acima de cincoenta e sete toneladas no periodo de Outubro a Dezembro. Por consequencia, a conta relativa dos salarios a fim de transportar uma tonelada de carvão para o alto da mina, diminuiu de mais de metade. bbox=[499, 293, 713, 419]
raid-p9: O cruzador «Carvalho Araujo» devia demorar-se ainda alguns dias em Alger, para que os seus oficiais e praças tomassem parte em algumas festas que lá se realizam, entre as quais uma em honra do presidente Millerand. Estava combinada que o navio seguiria para a França e talvez pelo Saltão de Marrocos. bbox=[722, 995, 936, 1091]
